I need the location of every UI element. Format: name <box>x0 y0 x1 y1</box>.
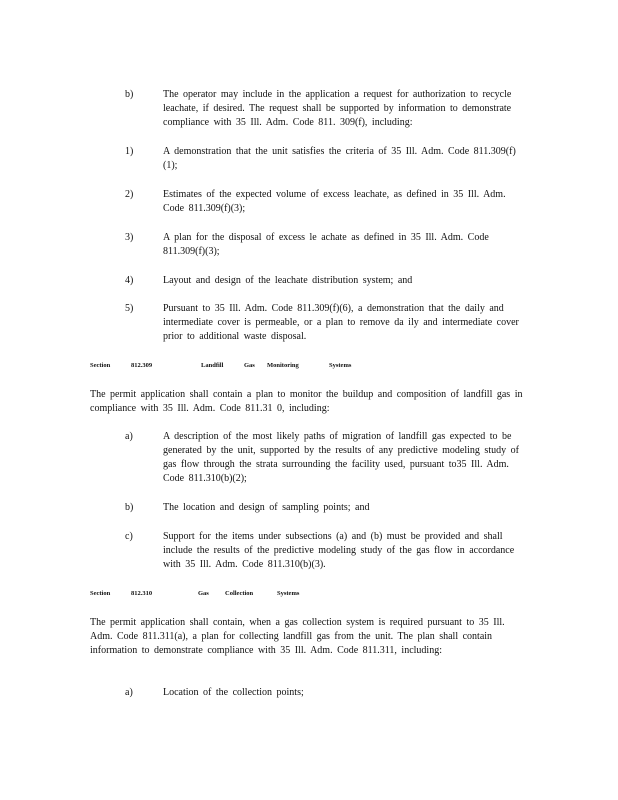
item-label: a) <box>125 431 133 442</box>
item-text: Location of the collection points; <box>163 687 304 698</box>
heading-title-word: Collection <box>225 590 254 597</box>
item-label: 4) <box>125 275 134 286</box>
heading-section-word: Section <box>90 590 111 597</box>
item-text: Pursuant to 35 Ill. Adm. Code 811.309(f)(6), a demonstration that the daily and intermediate cover is permeable, or a plan to remove da ily and intermediate cover prior to additional waste disposal. <box>163 303 519 342</box>
section-intro-paragraph: The permit application shall contain, when a gas collection system is required pursuant to 35 Ill. Adm. Code 811.311(a), a plan for collecting landfill gas from the unit. The plan shall contain information to demonstrate compliance with 35 Ill. Adm. Code 811.311, including: <box>90 617 505 656</box>
item-text: Estimates of the expected volume of excess leachate, as defined in 35 Ill. Adm. Code 811.309(f)(3); <box>163 189 506 214</box>
item-text: Support for the items under subsections (a) and (b) must be provided and shall include the results of the predictive modeling study of the gas flow in accordance with 35 Ill. Adm. Code 811.310(b)(3). <box>163 531 515 570</box>
heading-title-word: Monitoring <box>267 362 299 369</box>
section-intro-paragraph: The permit application shall contain a plan to monitor the buildup and composition of landfill gas in compliance with 35 Ill. Adm. Code 811.31 0, including: <box>90 389 523 414</box>
item-label: 5) <box>125 303 134 314</box>
heading-section-number: 812.309 <box>131 362 153 369</box>
item-text: The operator may include in the application a request for authorization to recycle leachate, if desired. The request shall be supported by information to demonstrate compliance with 35 Ill. Adm. Code 811. 309(f), including: <box>163 89 512 128</box>
item-text: The location and design of sampling points; and <box>163 502 370 513</box>
item-label: a) <box>125 687 133 698</box>
item-label: 3) <box>125 232 134 243</box>
item-text: Layout and design of the leachate distribution system; and <box>163 275 413 286</box>
heading-section-word: Section <box>90 362 111 369</box>
heading-title-word: Landfill <box>201 362 224 369</box>
item-text: A description of the most likely paths of migration of landfill gas expected to be generated by the unit, supported by the results of any predictive modeling study of gas flow through the strata surrounding the facility used, pursuant to35 Ill. Adm. Code 811.310(b)(2); <box>163 431 519 484</box>
item-label: 1) <box>125 146 134 157</box>
item-label: 2) <box>125 189 134 200</box>
item-label: c) <box>125 531 133 542</box>
heading-section-number: 812.310 <box>131 590 153 597</box>
heading-title-word: Gas <box>198 590 209 597</box>
heading-title-word: Gas <box>244 362 255 369</box>
heading-title-word: Systems <box>277 590 300 597</box>
item-text: A plan for the disposal of excess le achate as defined in 35 Ill. Adm. Code 811.309(f)(3); <box>163 232 489 257</box>
item-label: b) <box>125 89 134 100</box>
heading-title-word: Systems <box>329 362 352 369</box>
item-label: b) <box>125 502 134 513</box>
item-text: A demonstration that the unit satisfies the criteria of 35 Ill. Adm. Code 811.309(f)(1); <box>163 146 516 171</box>
